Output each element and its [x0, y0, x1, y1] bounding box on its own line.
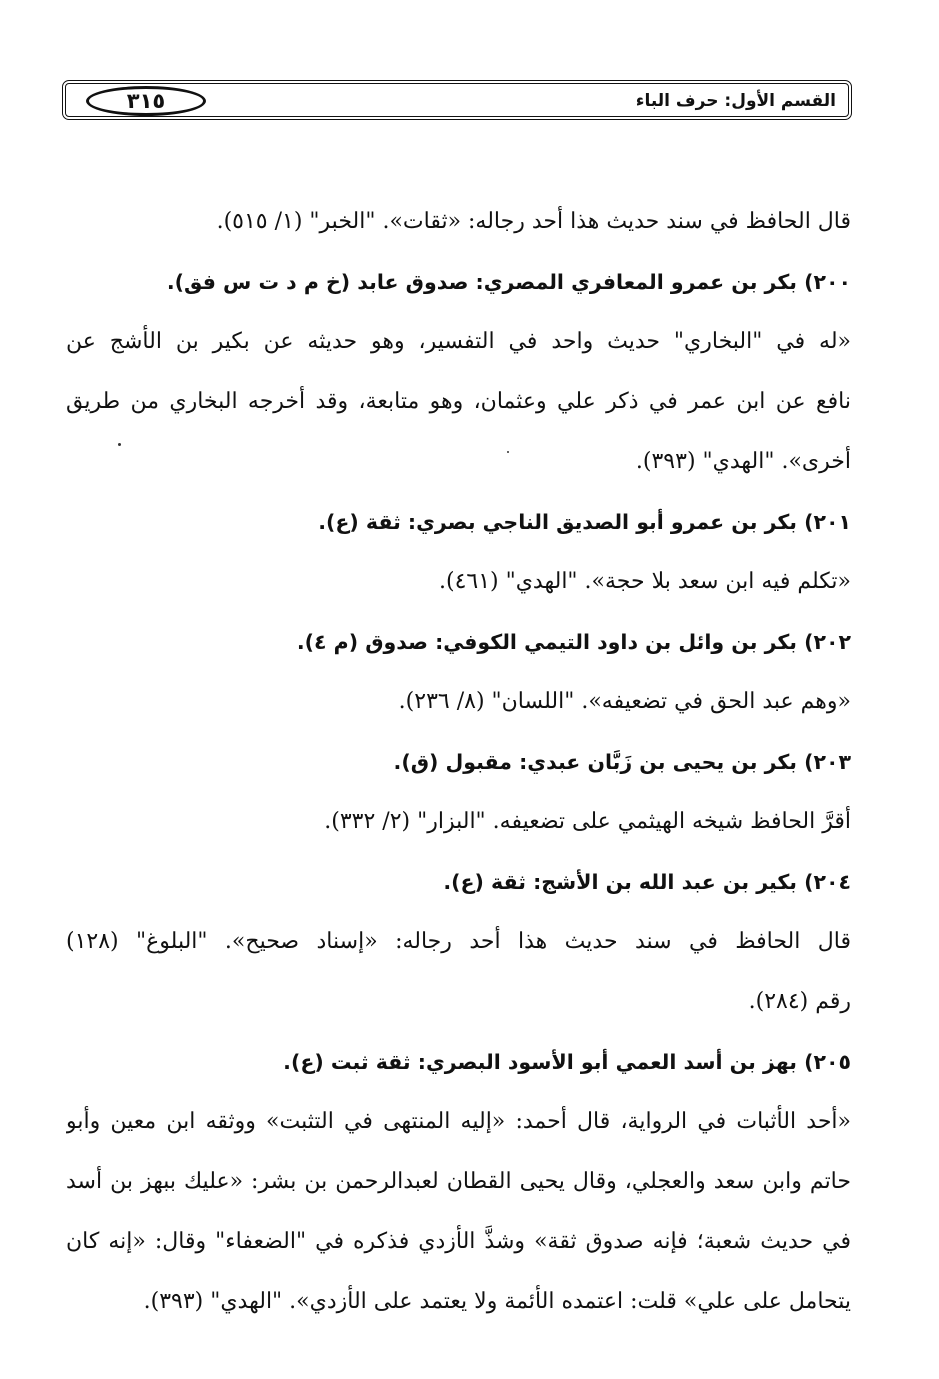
text-line: في حديث شعبة؛ فإنه صدوق ثقة» وشذَّ الأزدي فذكره في "الضعفاء" وقال: «إنه كان — [66, 1229, 851, 1254]
text-line: أقرَّ الحافظ شيخه الهيثمي على تضعيفه. "البزار" (٢/ ٣٣٢). — [324, 809, 851, 834]
page-number: ٣١٥ — [86, 86, 206, 116]
header-title: القسم الأول: حرف الباء — [635, 91, 836, 111]
text-line: قال الحافظ في سند حديث هذا أحد رجاله: «إسناد صحيح». "البلوغ" (١٢٨) — [66, 929, 851, 954]
text-line: قال الحافظ في سند حديث هذا أحد رجاله: «ثقات». "الخبر" (١/ ٥١٥). — [216, 209, 851, 234]
text-line: «تكلم فيه ابن سعد بلا حجة». "الهدي" (٤٦١). — [438, 569, 851, 594]
text-line: «أحد الأثبات في الرواية، قال أحمد: «إليه المنتهى في التثبت» ووثقه ابن معين وأبو — [66, 1109, 851, 1134]
text-line: رقم (٢٨٤). — [748, 989, 851, 1014]
text-line: أخرى». "الهدي" (٣٩٣). — [635, 449, 851, 474]
running-header — [62, 80, 852, 120]
page-body — [66, 192, 851, 1332]
narrator-entry-201: ٢٠١) بكر بن عمرو أبو الصديق الناجي بصري: ثقة (ع). — [318, 510, 851, 534]
text-line: «له في "البخاري" حديث واحد في التفسير، وهو حديثه عن بكير بن الأشج عن — [66, 329, 851, 354]
text-line: نافع عن ابن عمر في ذكر علي وعثمان، وهو متابعة، وقد أخرجه البخاري من طريق — [66, 389, 851, 414]
narrator-entry-200: ٢٠٠) بكر بن عمرو المعافري المصري: صدوق عابد (خ م د ت س فق). — [166, 270, 851, 294]
narrator-entry-205: ٢٠٥) بهز بن أسد العمي أبو الأسود البصري: ثقة ثبت (ع). — [283, 1050, 851, 1074]
scan-speck — [118, 443, 121, 446]
text-line: حاتم وابن سعد والعجلي، وقال يحيى القطان لعبدالرحمن بن بشر: «عليك ببهز بن أسد — [66, 1169, 851, 1194]
scan-speck — [507, 451, 509, 453]
narrator-entry-204: ٢٠٤) بكير بن عبد الله بن الأشج: ثقة (ع). — [443, 870, 851, 894]
text-line: «وهم عبد الحق في تضعيفه». "اللسان" (٨/ ٢٣٦). — [398, 689, 851, 714]
narrator-entry-202: ٢٠٢) بكر بن وائل بن داود التيمي الكوفي: صدوق (م ٤). — [296, 630, 851, 654]
text-line: يتحامل على علي» قلت: اعتمده الأئمة ولا يعتمد على الأزدي». "الهدي" (٣٩٣). — [143, 1289, 851, 1314]
narrator-entry-203: ٢٠٣) بكر بن يحيى بن زَبَّان عبدي: مقبول (ق). — [393, 750, 851, 774]
